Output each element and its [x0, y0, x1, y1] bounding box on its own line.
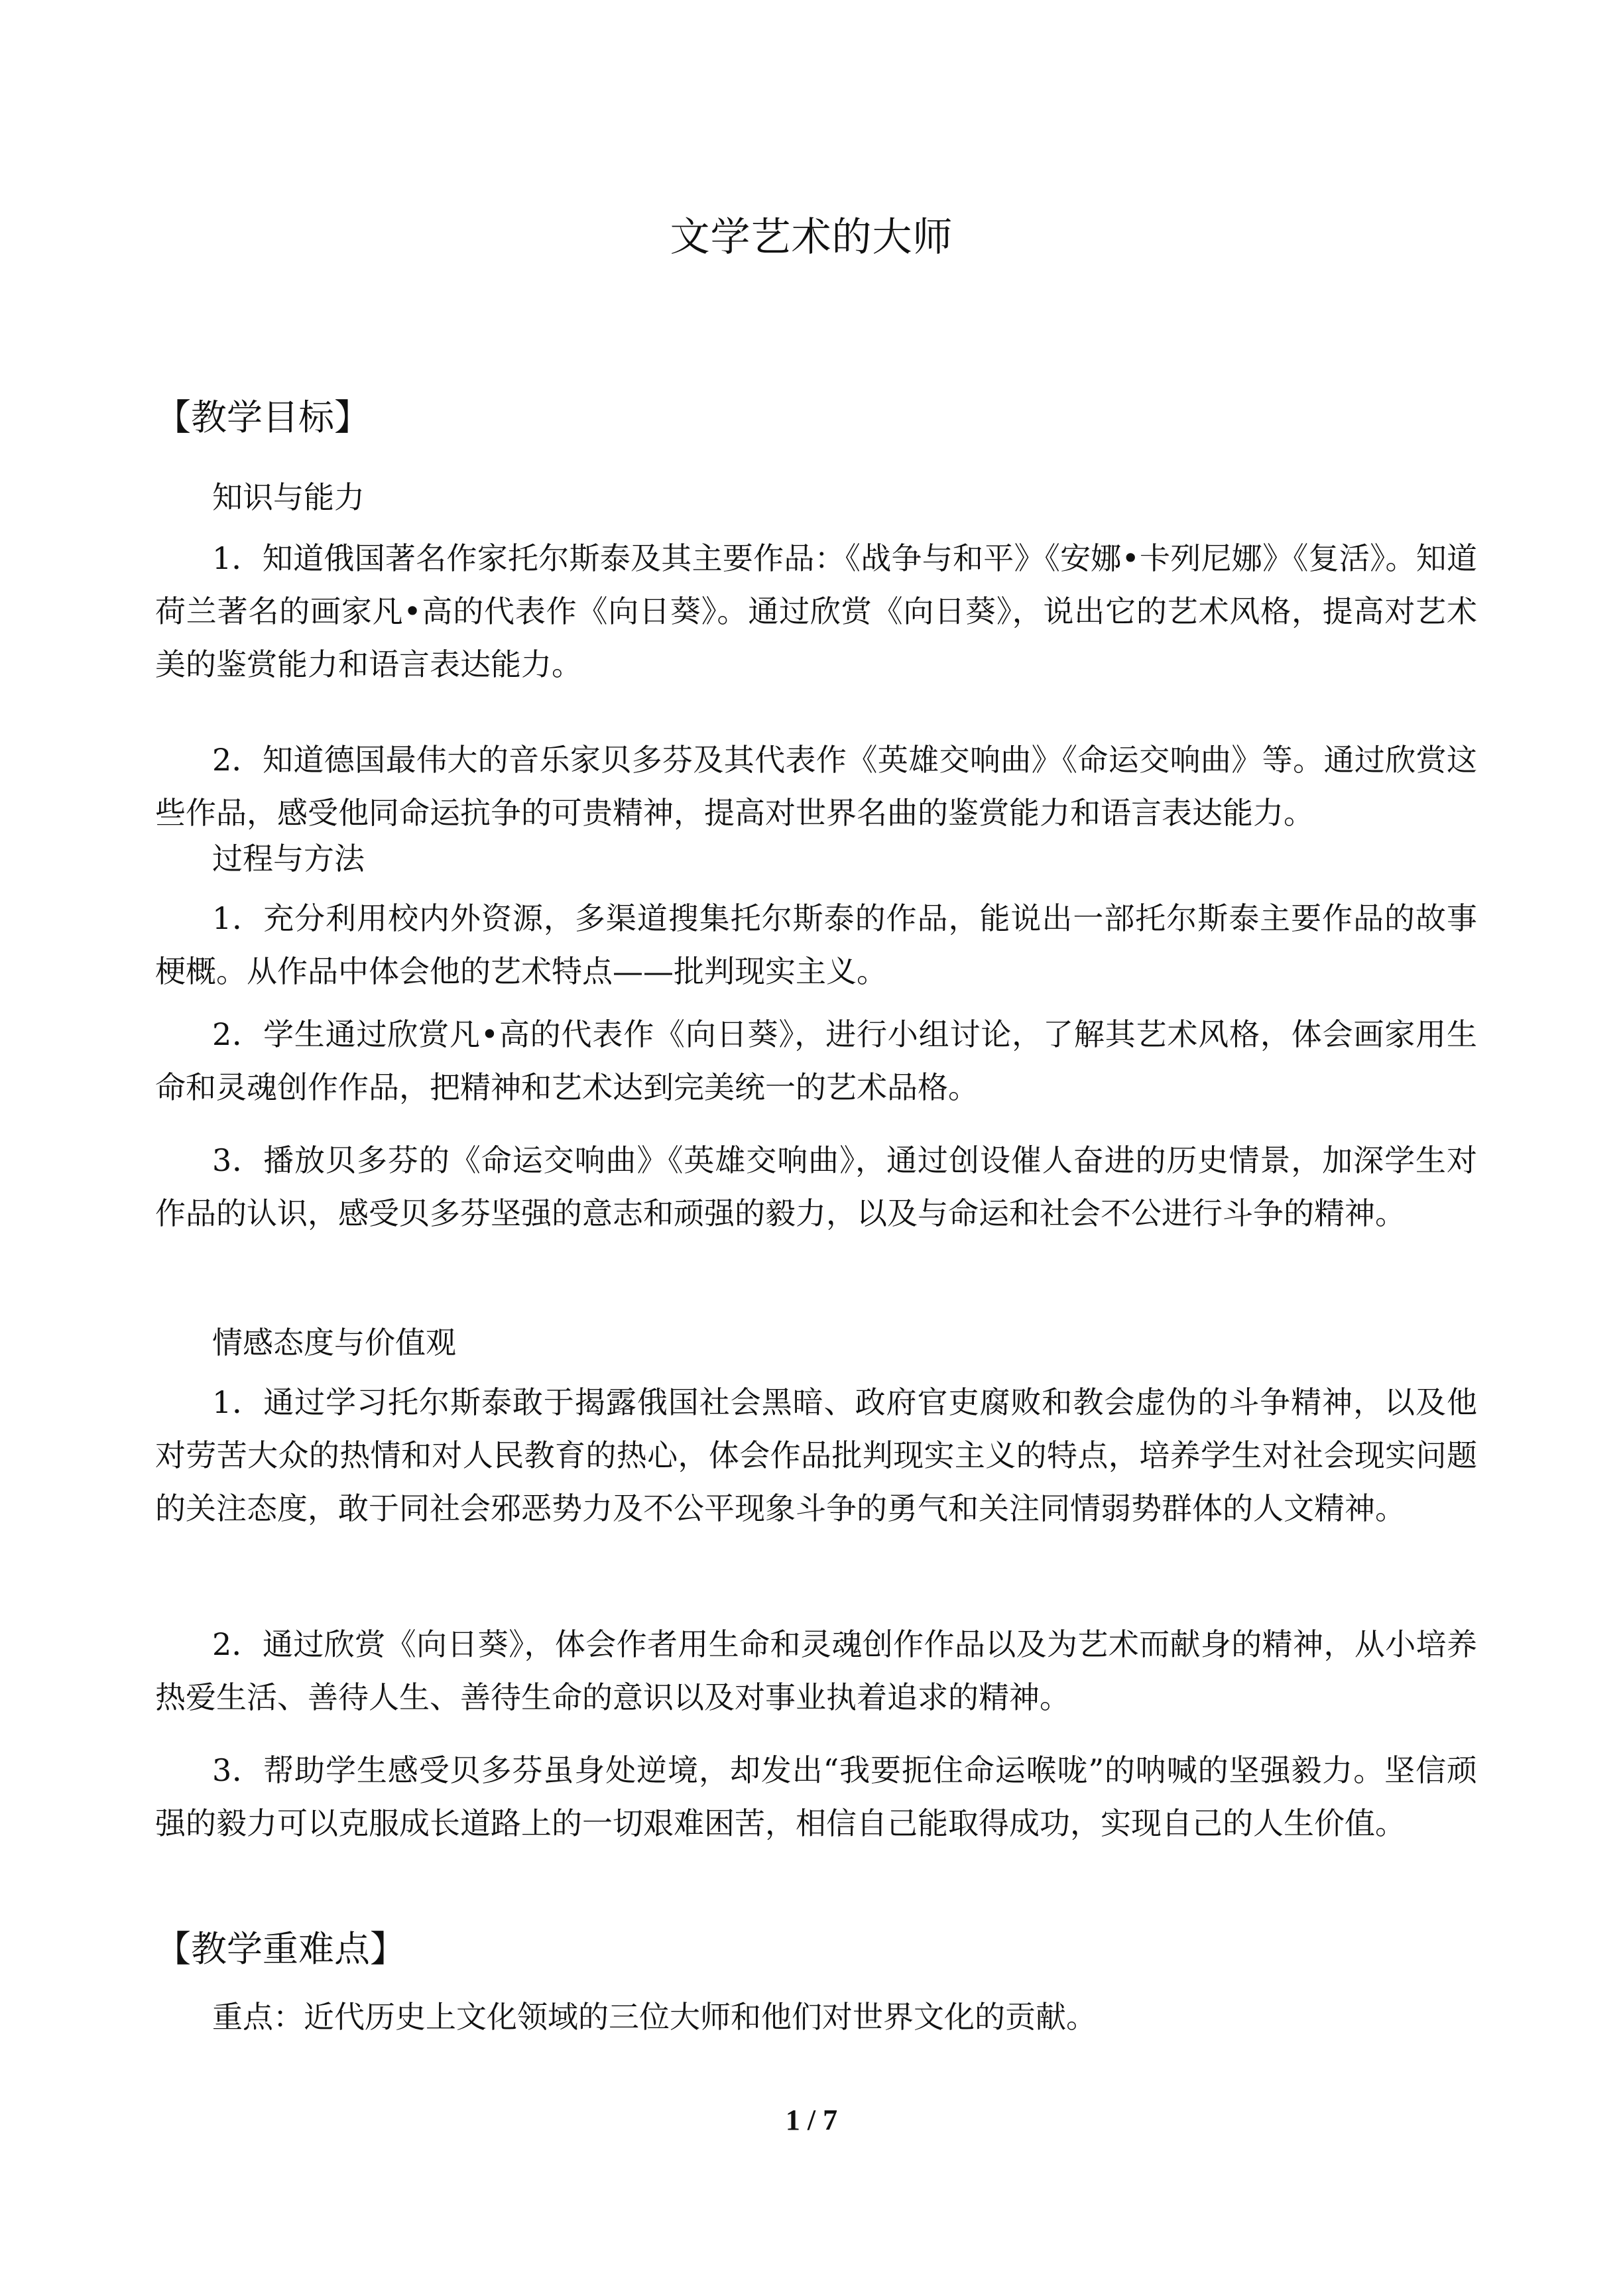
paragraph-knowledge-2: 2．知道德国最伟大的音乐家贝多芬及其代表作《英雄交响曲》《命运交响曲》等。通过欣赏这些作品，感受他同命运抗争的可贵精神，提高对世界名曲的鉴赏能力和语言表达能力。 [155, 742, 1477, 831]
paragraph-process-2: 2．学生通过欣赏凡•高的代表作《向日葵》，进行小组讨论，了解其艺术风格，体会画家用生命和灵魂创作作品，把精神和艺术达到完美统一的艺术品格。 [155, 1016, 1477, 1105]
paragraph-process-1: 1．充分利用校内外资源，多渠道搜集托尔斯泰的作品，能说出一部托尔斯泰主要作品的故事梗概。从作品中体会他的艺术特点——批判现实主义。 [155, 900, 1477, 989]
paragraph-emotion-2: 2．通过欣赏《向日葵》，体会作者用生命和灵魂创作作品以及为艺术而献身的精神，从小培养热爱生活、善待人生、善待生命的意识以及对事业执着追求的精神。 [155, 1626, 1477, 1715]
paragraph-knowledge-1: 1．知道俄国著名作家托尔斯泰及其主要作品：《战争与和平》《安娜•卡列尼娜》《复活》。知道荷兰著名的画家凡•高的代表作《向日葵》。通过欣赏《向日葵》，说出它的艺术风格，提高对艺术美的鉴赏能力和语言表达能力。 [155, 540, 1477, 682]
section-heading-teaching-objectives: 【教学目标】 [155, 396, 370, 438]
subheading-knowledge-ability: 知识与能力 [212, 479, 365, 515]
paragraph-emotion-3: 3．帮助学生感受贝多芬虽身处逆境，却发出“我要扼住命运喉咙”的呐喊的坚强毅力。坚信顽强的毅力可以克服成长道路上的一切艰难困苦，相信自己能取得成功，实现自己的人生价值。 [155, 1752, 1477, 1841]
paragraph-emotion-1: 1．通过学习托尔斯泰敢于揭露俄国社会黑暗、政府官吏腐败和教会虚伪的斗争精神，以及他对劳苦大众的热情和对人民教育的热心，体会作品批判现实主义的特点，培养学生对社会现实问题的关注态度，敢于同社会邪恶势力及不公平现象斗争的勇气和关注同情弱势群体的人文精神。 [155, 1384, 1477, 1526]
paragraph-key-point: 重点：近代历史上文化领域的三位大师和他们对世界文化的贡献。 [212, 1999, 1097, 2035]
subheading-emotion-values: 情感态度与价值观 [212, 1325, 456, 1360]
paragraph-process-3: 3．播放贝多芬的《命运交响曲》《英雄交响曲》，通过创设催人奋进的历史情景，加深学生对作品的认识，感受贝多芬坚强的意志和顽强的毅力，以及与命运和社会不公进行斗争的精神。 [155, 1142, 1477, 1231]
page-number: 1 / 7 [785, 2104, 838, 2136]
subheading-process-method: 过程与方法 [212, 841, 365, 876]
document-title: 文学艺术的大师 [670, 214, 953, 261]
section-heading-key-difficult-points: 【教学重难点】 [155, 1928, 406, 1970]
